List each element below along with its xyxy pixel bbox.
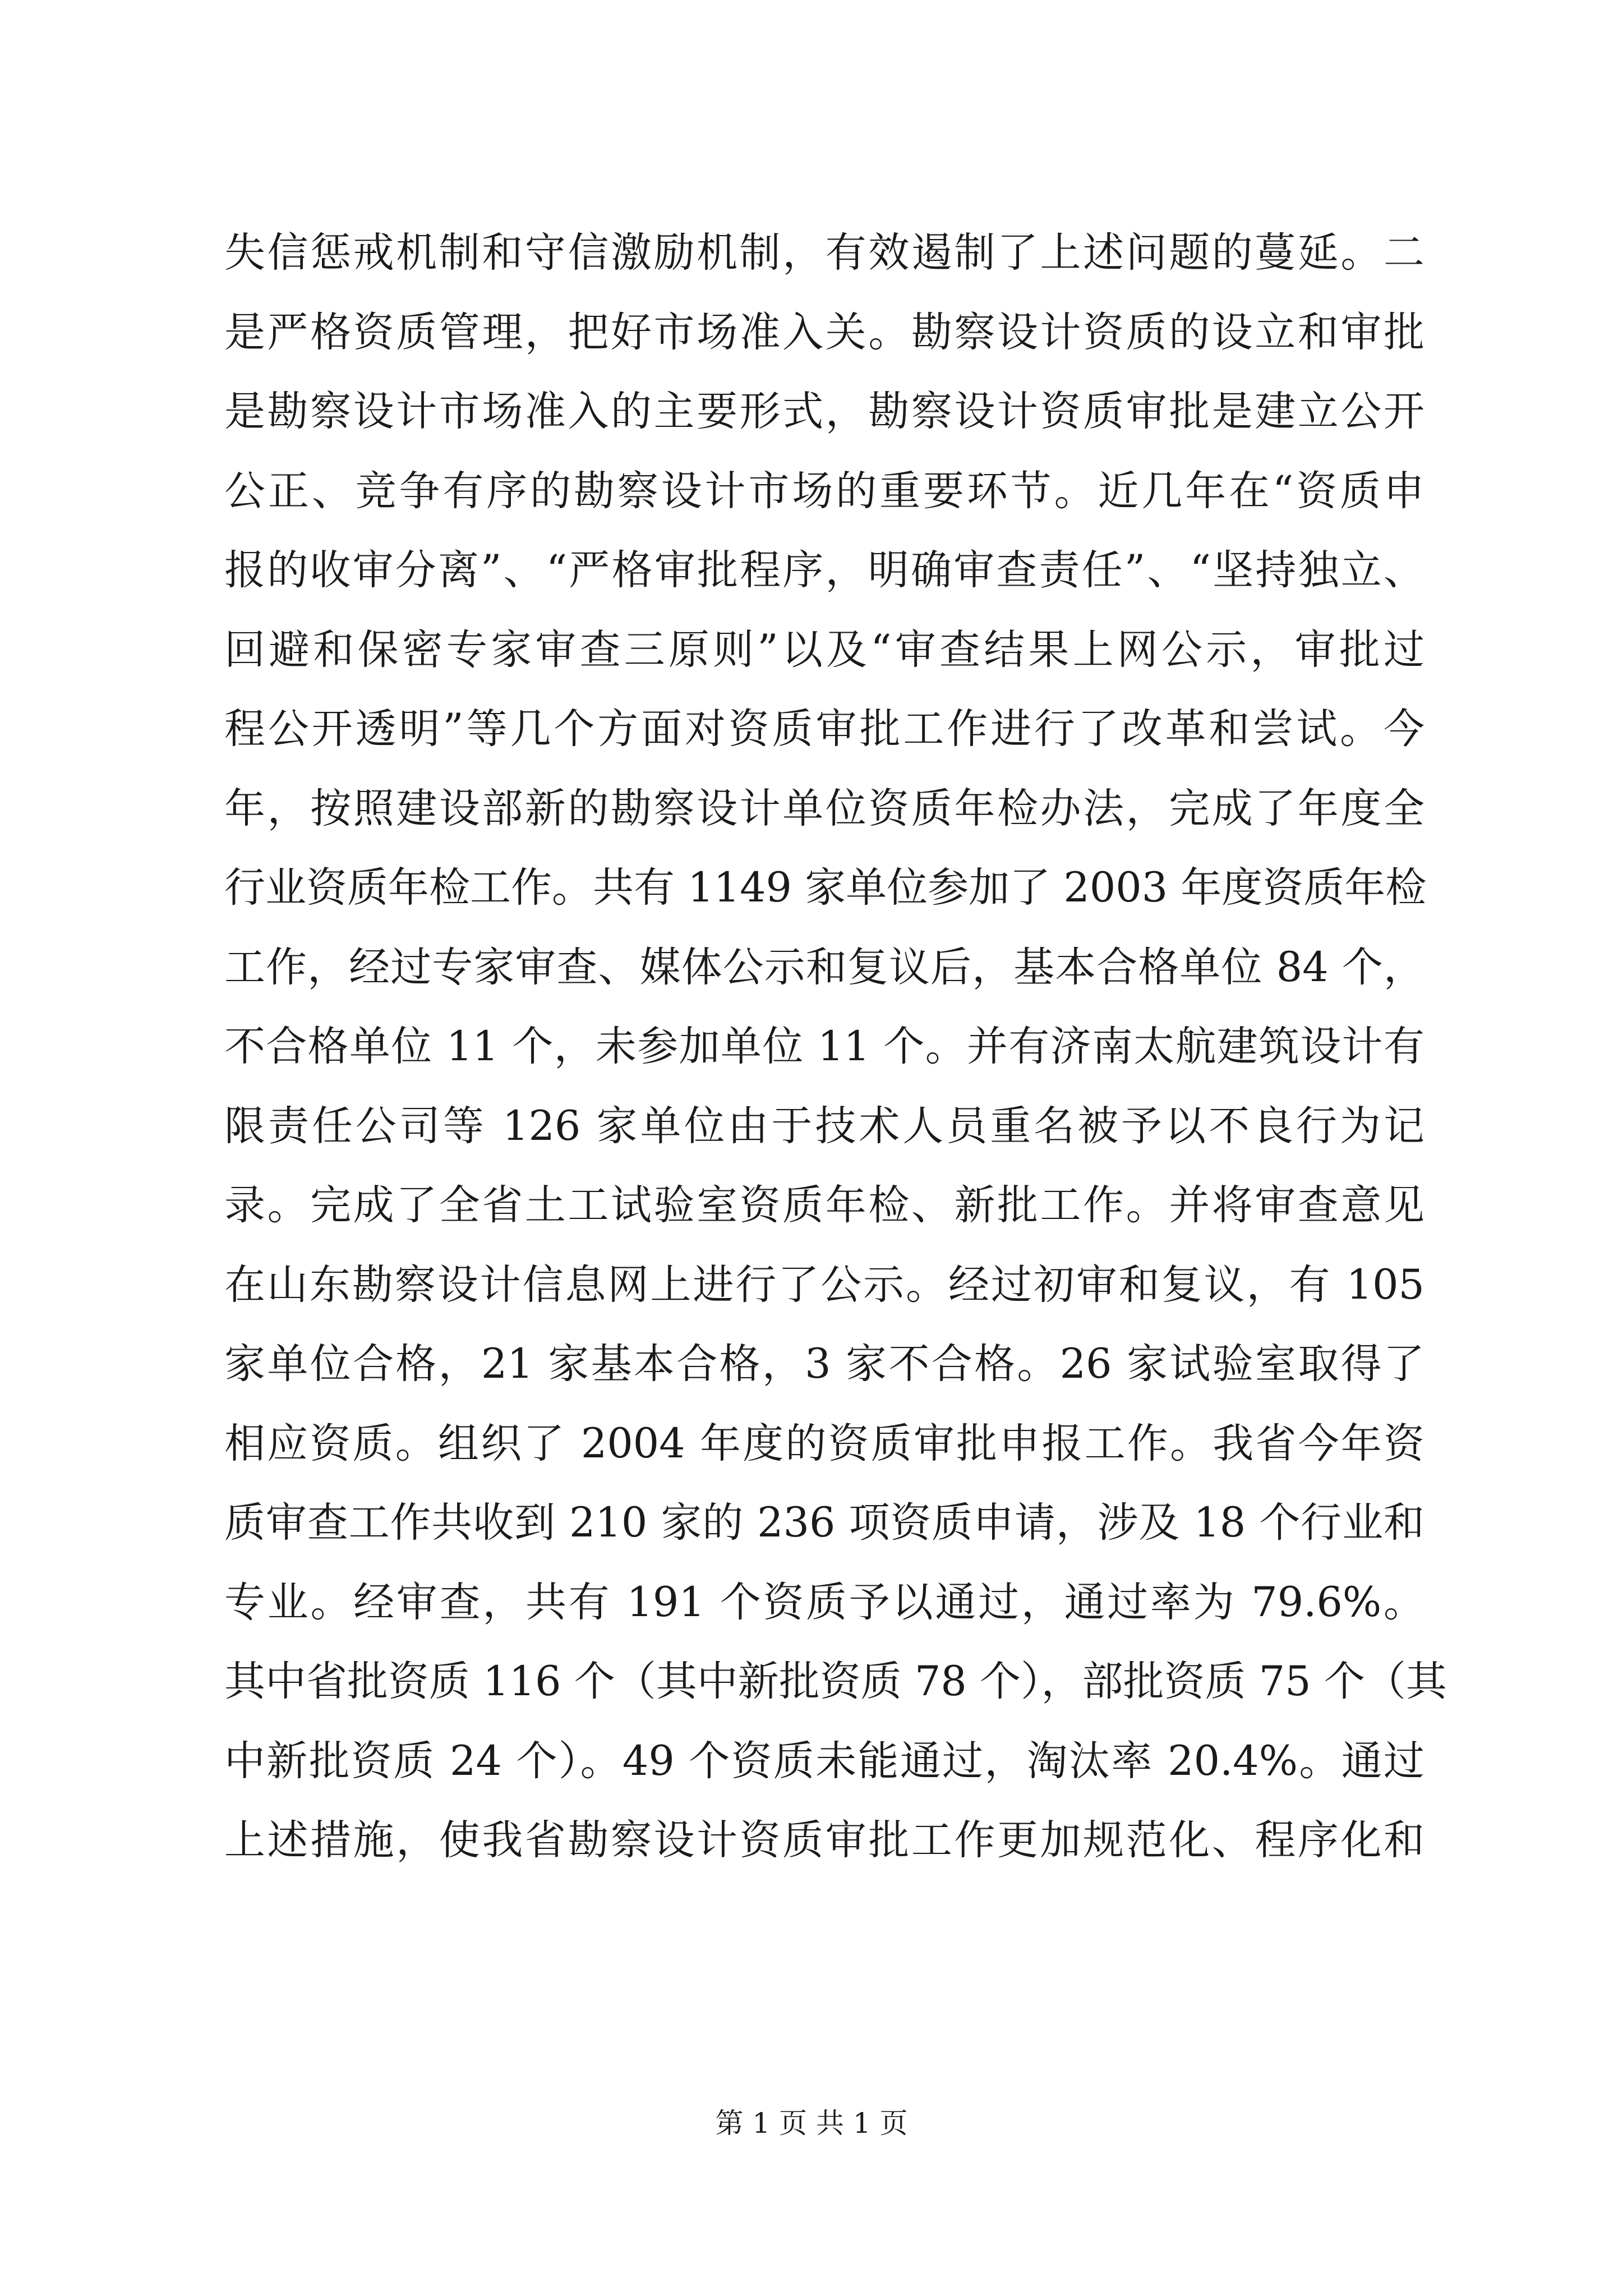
text-line: 录。完成了全省土工试验室资质年检、新批工作。并将审查意见 (224, 1181, 1424, 1229)
text-line: 上述措施，使我省勘察设计资质审批工作更加规范化、程序化和 (224, 1816, 1424, 1864)
text-line: 公正、竞争有序的勘察设计市场的重要环节。近几年在“资质申 (224, 467, 1424, 515)
text-line: 家单位合格，21 家基本合格，3 家不合格。26 家试验室取得了 (224, 1340, 1424, 1388)
text-line: 其中省批资质 116 个（其中新批资质 78 个），部批资质 75 个（其 (224, 1658, 1447, 1705)
text-line: 是勘察设计市场准入的主要形式，勘察设计资质审批是建立公开 (224, 388, 1424, 435)
text-line: 年，按照建设部新的勘察设计单位资质年检办法，完成了年度全 (224, 784, 1424, 832)
text-line: 行业资质年检工作。共有 1149 家单位参加了 2003 年度资质年检 (224, 864, 1427, 912)
text-line: 工作，经过专家审查、媒体公示和复议后，基本合格单位 84 个， (224, 943, 1424, 991)
text-line: 程公开透明”等几个方面对资质审批工作进行了改革和尝试。今 (224, 705, 1424, 753)
text-line: 在山东勘察设计信息网上进行了公示。经过初审和复议，有 105 (224, 1260, 1424, 1309)
text-line: 质审查工作共收到 210 家的 236 项资质申请，涉及 18 个行业和 (224, 1499, 1424, 1547)
text-line: 限责任公司等 126 家单位由于技术人员重名被予以不良行为记 (224, 1102, 1424, 1150)
text-line: 中新批资质 24 个）。49 个资质未能通过，淘汰率 20.4%。通过 (224, 1737, 1424, 1785)
text-line: 不合格单位 11 个，未参加单位 11 个。并有济南太航建筑设计有 (224, 1023, 1424, 1070)
text-line: 报的收审分离”、“严格审批程序，明确审查责任”、“坚持独立、 (224, 546, 1424, 594)
page-footer: 第 1 页 共 1 页 (715, 2107, 908, 2139)
text-line: 专业。经审查，共有 191 个资质予以通过，通过率为 79.6%。 (224, 1578, 1424, 1626)
text-line: 失信惩戒机制和守信激励机制，有效遏制了上述问题的蔓延。二 (224, 229, 1424, 277)
text-line: 回避和保密专家审查三原则”以及“审查结果上网公示，审批过 (224, 625, 1424, 674)
body-text (224, 213, 1447, 1880)
text-line: 相应资质。组织了 2004 年度的资质审批申报工作。我省今年资 (224, 1419, 1424, 1467)
text-line: 是严格资质管理，把好市场准入关。勘察设计资质的设立和审批 (224, 308, 1424, 356)
